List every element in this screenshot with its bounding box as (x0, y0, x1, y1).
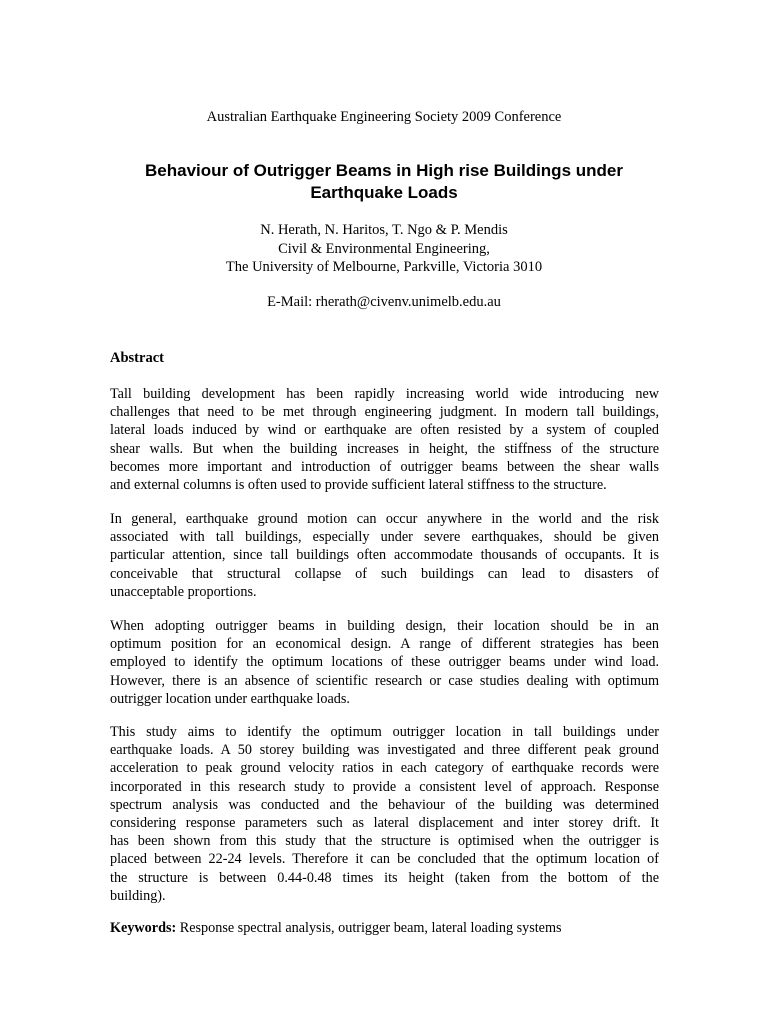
text-line: unacceptable proportions. (110, 583, 257, 600)
keywords-line (110, 919, 562, 937)
title-line: Behaviour of Outrigger Beams in High rise Buildings under (145, 161, 623, 180)
text-line: becomes more important and introduction of outrigger beams between the shear walls (110, 458, 659, 475)
text-line: lateral loads induced by wind or earthquake are often resisted by a system of coupled (110, 422, 659, 439)
text-line: considering response parameters such as lateral displacement and inter storey drift. It (110, 814, 659, 831)
text-line: shear walls. But when the building increases in height, the stiffness of the structure (110, 440, 659, 457)
text-line: placed between 22-24 levels. Therefore it can be concluded that the optimum location of (110, 851, 659, 868)
text-line: When adopting outrigger beams in building design, their location should be in an (110, 618, 659, 634)
text-line: acceleration to peak ground velocity ratios in each category of earthquake records were (110, 760, 659, 777)
author-department: Civil & Environmental Engineering, (278, 240, 490, 257)
keywords-text: Response spectral analysis, outrigger beam, lateral loading systems (176, 920, 562, 936)
text-line: In general, earthquake ground motion can occur anywhere in the world and the risk (110, 511, 659, 527)
text-line: incorporated in this research study to provide a consistent level of approach. Response (110, 778, 659, 795)
text-line: optimum position for an economical design. A range of different strategies has been (110, 636, 659, 653)
author-institution: The University of Melbourne, Parkville, Victoria 3010 (225, 259, 543, 275)
paper-title (100, 160, 668, 204)
text-line: conceivable that structural collapse of such buildings can lead to disasters of (110, 565, 659, 582)
text-line: the structure is between 0.44-0.48 times its height (taken from the bottom of the (110, 869, 659, 886)
title-line: Earthquake Loads (310, 183, 458, 202)
text-line: employed to identify the optimum locations of these outrigger beams under wind load. (110, 654, 659, 671)
keywords-label: Keywords: (110, 920, 177, 936)
text-line: has been shown from this study that the structure is optimised when the outrigger is (110, 833, 659, 850)
author-names: N. Herath, N. Haritos, T. Ngo & P. Mendis (260, 222, 508, 238)
abstract-paragraph (110, 385, 659, 494)
text-line: earthquake loads. A 50 storey building was investigated and three different peak ground (110, 742, 659, 759)
conference-header: Australian Earthquake Engineering Society 2009 Conference (206, 109, 562, 125)
abstract-paragraph (110, 723, 659, 905)
text-line: challenges that need to be met through engineering judgment. In modern tall buildings, (110, 404, 659, 421)
abstract-heading: Abstract (110, 350, 164, 366)
author-email: E-Mail: rherath@civenv.unimelb.edu.au (267, 294, 501, 310)
text-line: particular attention, since tall buildings often accommodate thousands of occupants. It is (110, 547, 659, 564)
text-line: Tall building development has been rapidly increasing world wide introducing new (110, 386, 659, 402)
abstract-paragraph (110, 617, 659, 708)
text-line: spectrum analysis was conducted and the behaviour of the building was determined (110, 796, 659, 813)
text-line: However, there is an absence of scientific research or case studies dealing with optimum (110, 672, 659, 689)
author-block (0, 221, 768, 277)
text-line: and external columns is often used to provide sufficient lateral stiffness to the structure. (110, 476, 607, 493)
abstract-paragraph (110, 510, 659, 601)
text-line: This study aims to identify the optimum outrigger location in tall buildings under (110, 724, 659, 740)
text-line: building). (110, 887, 166, 904)
text-line: outrigger location under earthquake loads. (110, 690, 350, 707)
text-line: associated with tall buildings, especially under severe earthquakes, should be given (110, 529, 659, 546)
